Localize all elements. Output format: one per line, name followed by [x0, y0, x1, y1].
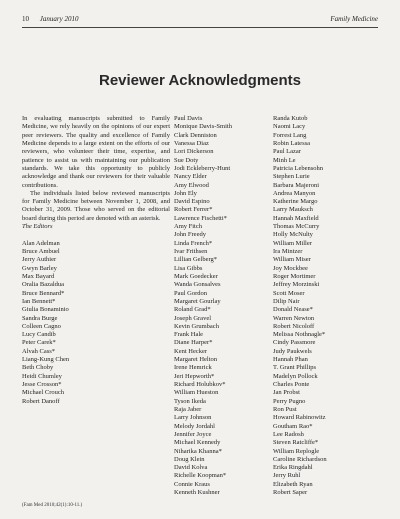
reviewer-name: Jerry Ruhl: [273, 472, 301, 480]
reviewer-name: Thomas McCurry: [273, 223, 320, 231]
reviewer-name: Caroline Richardson: [273, 455, 327, 463]
reviewer-name: Irene Hemrick: [174, 364, 212, 372]
issue-date: January 2010: [39, 15, 79, 23]
reviewer-name: Bruce Ambuel: [22, 248, 60, 255]
reviewer-name: Margaret Helton: [174, 356, 218, 364]
reviewer-name: Roland Grad*: [174, 306, 211, 314]
reviewer-name: Lawrence Fischetti*: [174, 214, 227, 222]
reviewer-name: William Hueston: [174, 389, 219, 397]
reviewer-name: Joy Mockbee: [273, 264, 308, 272]
reviewer-name: Connie Kraus: [174, 480, 210, 488]
reviewer-name: Robert Ferrer*: [174, 206, 213, 214]
reviewer-name: Larry Mauksch: [273, 206, 313, 214]
reviewer-name: Patricia Lebensohn: [273, 164, 323, 172]
reviewer-name: John Ely: [174, 189, 197, 197]
reviewer-name: Lori Dickerson: [174, 148, 214, 156]
reviewer-name: Andrea Manyon: [273, 189, 316, 197]
reviewer-name: Alvah Cass*: [22, 347, 56, 355]
reviewer-name: Kenneth Kushner: [174, 489, 220, 497]
page-header: [22, 15, 378, 27]
reviewer-name: Robert Saper: [273, 489, 308, 497]
reviewer-name: Elizabeth Ryan: [273, 480, 313, 488]
reviewer-list-3: [273, 115, 379, 497]
reviewer-name: Lillian Gelberg*: [174, 256, 218, 264]
reviewer-name: Stephen Lurie: [273, 173, 310, 181]
reviewer-name: Robert Nicoloff: [273, 322, 315, 330]
reviewer-name: John Freedy: [174, 231, 206, 239]
reviewer-name: Jesse Crosson*: [22, 381, 62, 388]
page-title: Reviewer Acknowledgments: [98, 72, 301, 89]
reviewer-name: Melissa Nothnagle*: [273, 331, 326, 339]
reviewer-name: Niharika Khanna*: [174, 447, 222, 455]
reviewer-name: Alan Adelman: [22, 239, 60, 247]
reviewer-name: Doug Klein: [174, 455, 205, 463]
reviewer-name: Robert Danoff: [22, 397, 60, 405]
reviewer-name: Margaret Gourlay: [174, 297, 221, 305]
reviewer-name: Bruce Bennard*: [22, 289, 65, 297]
reviewer-name: Larry Johnson: [174, 414, 212, 422]
reviewer-name: Liang-Kung Chen: [22, 356, 70, 364]
reviewer-name: Katherine Margo: [273, 198, 318, 206]
reviewer-name: Jerry Authier: [22, 256, 57, 264]
reviewer-name: Barbara Majeroni: [273, 181, 320, 189]
reviewer-name: William Miller: [273, 239, 312, 247]
reviewer-name: Dilip Nair: [273, 297, 300, 305]
reviewer-list-1: [22, 240, 170, 406]
reviewer-name: Frank Hale: [174, 331, 204, 339]
reviewer-name: Goutham Rao*: [273, 422, 313, 430]
reviewer-name: Richard Holubkov*: [174, 381, 226, 388]
journal-name: Family Medicine: [330, 15, 378, 23]
reviewer-name: Ron Pust: [273, 405, 297, 413]
reviewer-name: Gwyn Barley: [22, 264, 57, 272]
reviewer-name: Donald Nease*: [273, 306, 313, 314]
header-rule: [22, 27, 378, 28]
reviewer-name: Forrest Lang: [273, 131, 307, 139]
reviewer-name: Tyson Ikeda: [174, 397, 206, 405]
reviewer-name: Jeri Hepworth*: [174, 372, 215, 380]
reviewer-name: Howard Rabinowitz: [273, 414, 326, 422]
reviewer-name: Steven Ratcliffe*: [273, 439, 319, 447]
reviewer-name: Monique Davis-Smith: [174, 123, 232, 131]
reviewer-name: Amy Fitch: [174, 223, 202, 231]
reviewer-name: Cindy Passmore: [273, 339, 316, 347]
reviewer-name: Lucy Candib: [22, 331, 56, 339]
reviewer-name: Kent Hecker: [174, 347, 208, 355]
reviewer-name: William Replogle: [273, 447, 320, 455]
reviewer-name: Lisa Gibbs: [174, 264, 203, 272]
reviewer-name: Erika Ringdahl: [273, 464, 313, 472]
reviewer-name: Beth Choby: [22, 364, 54, 372]
reviewer-name: Madelyn Pollock: [273, 372, 318, 380]
reviewer-name: Paul Davis: [174, 115, 203, 122]
reviewer-name: Giulia Bonaminio: [22, 306, 69, 314]
reviewer-name: Joseph Gravel: [174, 314, 212, 322]
reviewer-name: Kevin Grumbach: [174, 322, 219, 330]
reviewer-name: Naomi Lacy: [273, 123, 306, 131]
reviewer-list-2: [174, 115, 266, 497]
reviewer-name: William Miser: [273, 256, 311, 264]
reviewer-name: Ivar Frithsen: [174, 248, 208, 255]
reviewer-name: Ian Bennett*: [22, 297, 56, 305]
reviewer-name: Paul Lazar: [273, 148, 301, 156]
reviewer-name: Warren Newton: [273, 314, 315, 322]
reviewer-name: Diane Harper*: [174, 339, 213, 347]
reviewer-name: David Kolva: [174, 464, 208, 472]
reviewer-name: Raja Jaber: [174, 405, 202, 413]
reviewer-name: Ira Mintzer: [273, 248, 303, 255]
reviewer-name: Randa Kutob: [273, 115, 308, 122]
reviewer-name: Amy Elwood: [174, 181, 209, 189]
reviewer-name: Hannah Phan: [273, 356, 308, 364]
reviewer-name: Michael Crouch: [22, 389, 65, 397]
reviewer-name: Jan Probst: [273, 389, 300, 397]
reviewer-name: Melody Jordahl: [174, 422, 215, 430]
reviewer-name: Jodi Eckleberry-Hunt: [174, 164, 231, 172]
reviewer-name: Robin Latessa: [273, 139, 311, 147]
reviewer-name: Jennifer Joyce: [174, 430, 212, 438]
reviewer-name: Judy Paukwels: [273, 347, 312, 355]
reviewer-name: Paul Gordon: [174, 289, 208, 297]
reviewer-name: Scott Moser: [273, 289, 305, 297]
reviewer-name: Vanessa Diaz: [174, 139, 209, 147]
reviewer-name: Oralia Bazaldua: [22, 281, 65, 289]
citation-footnote: (Fam Med 2010;42(1):10-11.): [22, 503, 83, 508]
reviewer-name: Mark Goedecker: [174, 272, 218, 280]
intro-paragraph-2: The individuals listed below reviewed manuscripts for Family Medicine between November 1, 2008, and October 31, 2009. Those who served on the editorial board during this period are denoted with an asterisk.: [22, 189, 170, 222]
reviewer-name: Perry Pugno: [273, 397, 306, 405]
reviewer-name: Roger Mortimer: [273, 272, 316, 280]
reviewer-name: Colleen Cagno: [22, 322, 61, 330]
reviewer-name: Hannah Maxfield: [273, 214, 319, 222]
column-1: [22, 115, 170, 406]
reviewer-name: Minh Le: [273, 156, 296, 164]
reviewer-name: Nancy Elder: [174, 173, 207, 181]
reviewer-name: Richelle Koopman*: [174, 472, 227, 480]
reviewer-name: Wanda Gonsalves: [174, 281, 221, 289]
reviewer-name: David Espino: [174, 198, 210, 206]
reviewer-name: Linda French*: [174, 239, 213, 247]
reviewer-name: Michael Kennedy: [174, 439, 221, 447]
intro-paragraph-1: In evaluating manuscripts submitted to Family Medicine, we rely heavily on the opinions of our expert peer reviewers. The quality and excellence of Family Medicine depends to a large extent on the efforts of our reviewers, who volunteer their time, expertise, and patience to assist us with maintaining our publication standards. We take this opportunity to publicly acknowledge and thank our reviewers for their valuable contributions.: [22, 115, 170, 189]
reviewer-name: Charles Ponte: [273, 381, 310, 388]
reviewer-name: Heidi Chumley: [22, 372, 62, 380]
reviewer-name: Lee Radosh: [273, 430, 304, 438]
reviewer-name: Jeffrey Morzinski: [273, 281, 320, 289]
reviewer-name: Sue Doty: [174, 156, 199, 164]
reviewer-name: Peter Carek*: [22, 339, 56, 347]
editors-signature: The Editors: [22, 223, 53, 231]
reviewer-name: Max Bayard: [22, 272, 55, 280]
reviewer-name: Clark Denniston: [174, 131, 217, 139]
reviewer-name: T. Grant Phillips: [273, 364, 317, 372]
reviewer-name: Holly McNulty: [273, 231, 313, 239]
page-number: 10: [22, 15, 29, 23]
reviewer-name: Sandra Burge: [22, 314, 58, 322]
intro-text: [22, 115, 170, 231]
